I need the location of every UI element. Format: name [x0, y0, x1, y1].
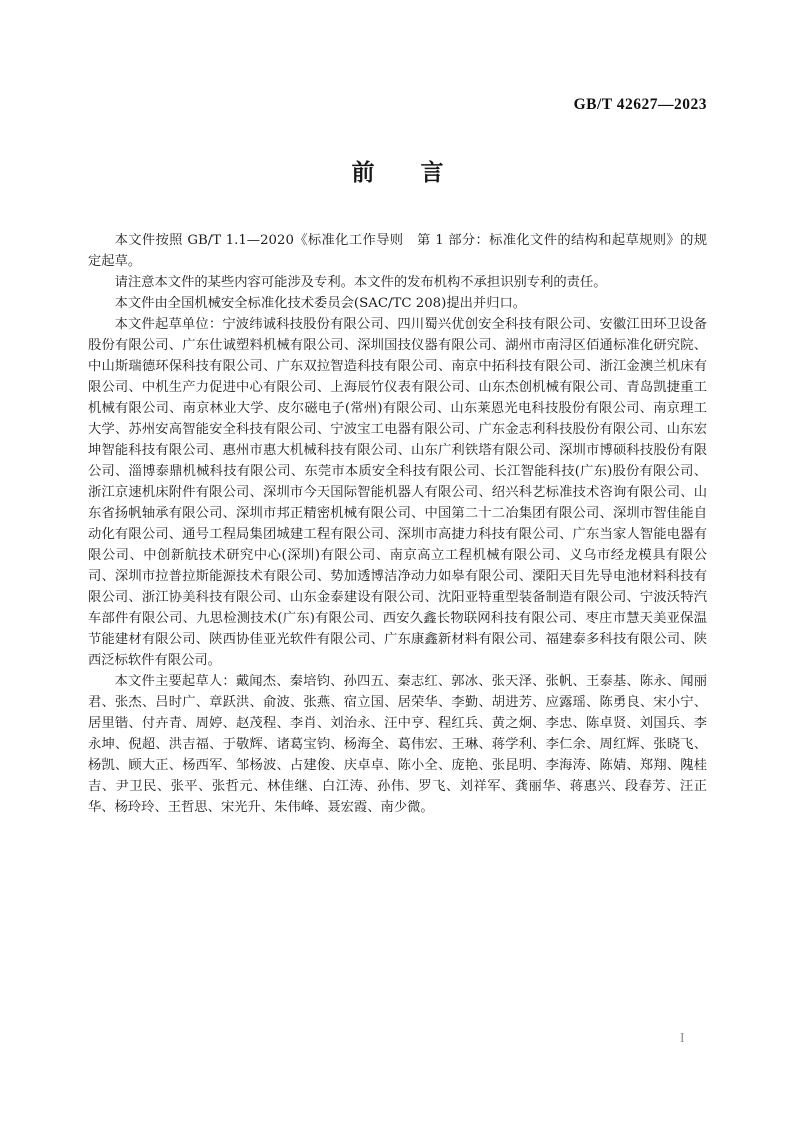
main-drafters: 本文件主要起草人：戴闻杰、秦培钧、孙四五、秦志红、郭冰、张天泽、张帆、王泰基、陈永、闻丽君、张杰、吕时广、章跃洪、俞波、张燕、宿立国、居荣华、李勤、胡进芳、应露瑶、陈勇良、宋小宁、居里锴、付卉青、周婷、赵茂程、李肖、刘治永、汪中亨、程红兵、黄之炯、李忠、陈卓贤、刘国兵、李永坤、倪超、洪吉福、于敬辉、诸葛宝钧、杨海全、葛伟宏、王琳、蒋学利、李仁余、周红辉、张晓飞、杨凯、顾大正、杨西军、邹杨波、占建俊、庆卓卓、陈小全、庞艳、张昆明、李海涛、陈婧、郑翔、隗桂吉、尹卫民、张平、张哲元、林佳继、白江涛、孙伟、罗飞、刘祥军、龚丽华、蒋惠兴、段春芳、汪正华、杨玲玲、王哲思、宋光升、朱伟峰、聂宏霞、南少微。 — [88, 674, 707, 815]
page-number: I — [680, 1030, 685, 1045]
page-title: 前 言 — [351, 160, 444, 186]
patent-notice: 请注意本文件的某些内容可能涉及专利。本文件的发布机构不承担识别专利的责任。 — [114, 275, 607, 290]
doc-number: GB/T 42627—2023 — [573, 96, 707, 113]
committee-attribution: 本文件由全国机械安全标准化技术委员会(SAC/TC 208)提出并归口。 — [114, 296, 527, 311]
conformance-statement: 本文件按照 GB/T 1.1—2020《标准化工作导则 第 1 部分：标准化文件的结构和起草规则》的规定起草。 — [88, 233, 707, 269]
foreword-body — [88, 230, 707, 818]
drafting-organizations: 本文件起草单位：宁波纬诚科技股份有限公司、四川蜀兴优创安全科技有限公司、安徽江田环卫设备股份有限公司、广东仕诚塑料机械有限公司、深圳国技仪器有限公司、湖州市南浔区佰通标准化研究院、中山斯瑞德环保科技有限公司、广东双拉智造科技有限公司、南京中拓科技有限公司、浙江金澳兰机床有限公司、中机生产力促进中心有限公司、上海辰竹仪表有限公司、山东杰创机械有限公司、青岛凯捷重工机械有限公司、南京林业大学、皮尔磁电子(常州)有限公司、山东莱恩光电科技股份有限公司、南京理工大学、苏州安高智能安全科技有限公司、宁波宝工电器有限公司、广东金志利科技股份有限公司、山东宏坤智能科技有限公司、惠州市惠大机械科技有限公司、山东广利铁塔有限公司、深圳市博硕科技股份有限公司、淄博泰鼎机械科技有限公司、东莞市本质安全科技有限公司、长江智能科技(广东)股份有限公司、浙江京速机床附件有限公司、深圳市今天国际智能机器人有限公司、绍兴科艺标准技术咨询有限公司、山东省扬帆轴承有限公司、深圳市邦正精密机械有限公司、中国第二十二冶集团有限公司、深圳市智佳能自动化有限公司、通号工程局集团城建工程有限公司、深圳市高捷力科技有限公司、广东当家人智能电器有限公司、中创新航技术研究中心(深圳)有限公司、南京高立工程机械有限公司、义乌市经龙模具有限公司、深圳市拉普拉斯能源技术有限公司、势加透博洁净动力如皋有限公司、溧阳天目先导电池材料科技有限公司、浙江协美科技有限公司、山东金泰建设有限公司、沈阳亚特重型装备制造有限公司、宁波沃特汽车部件有限公司、九思检测技术(广东)有限公司、西安久鑫长物联网科技有限公司、枣庄市慧天美亚保温节能建材有限公司、陕西协佳亚光软件有限公司、广东康鑫新材料有限公司、福建泰多科技有限公司、陕西泛标软件有限公司。 — [88, 317, 707, 668]
